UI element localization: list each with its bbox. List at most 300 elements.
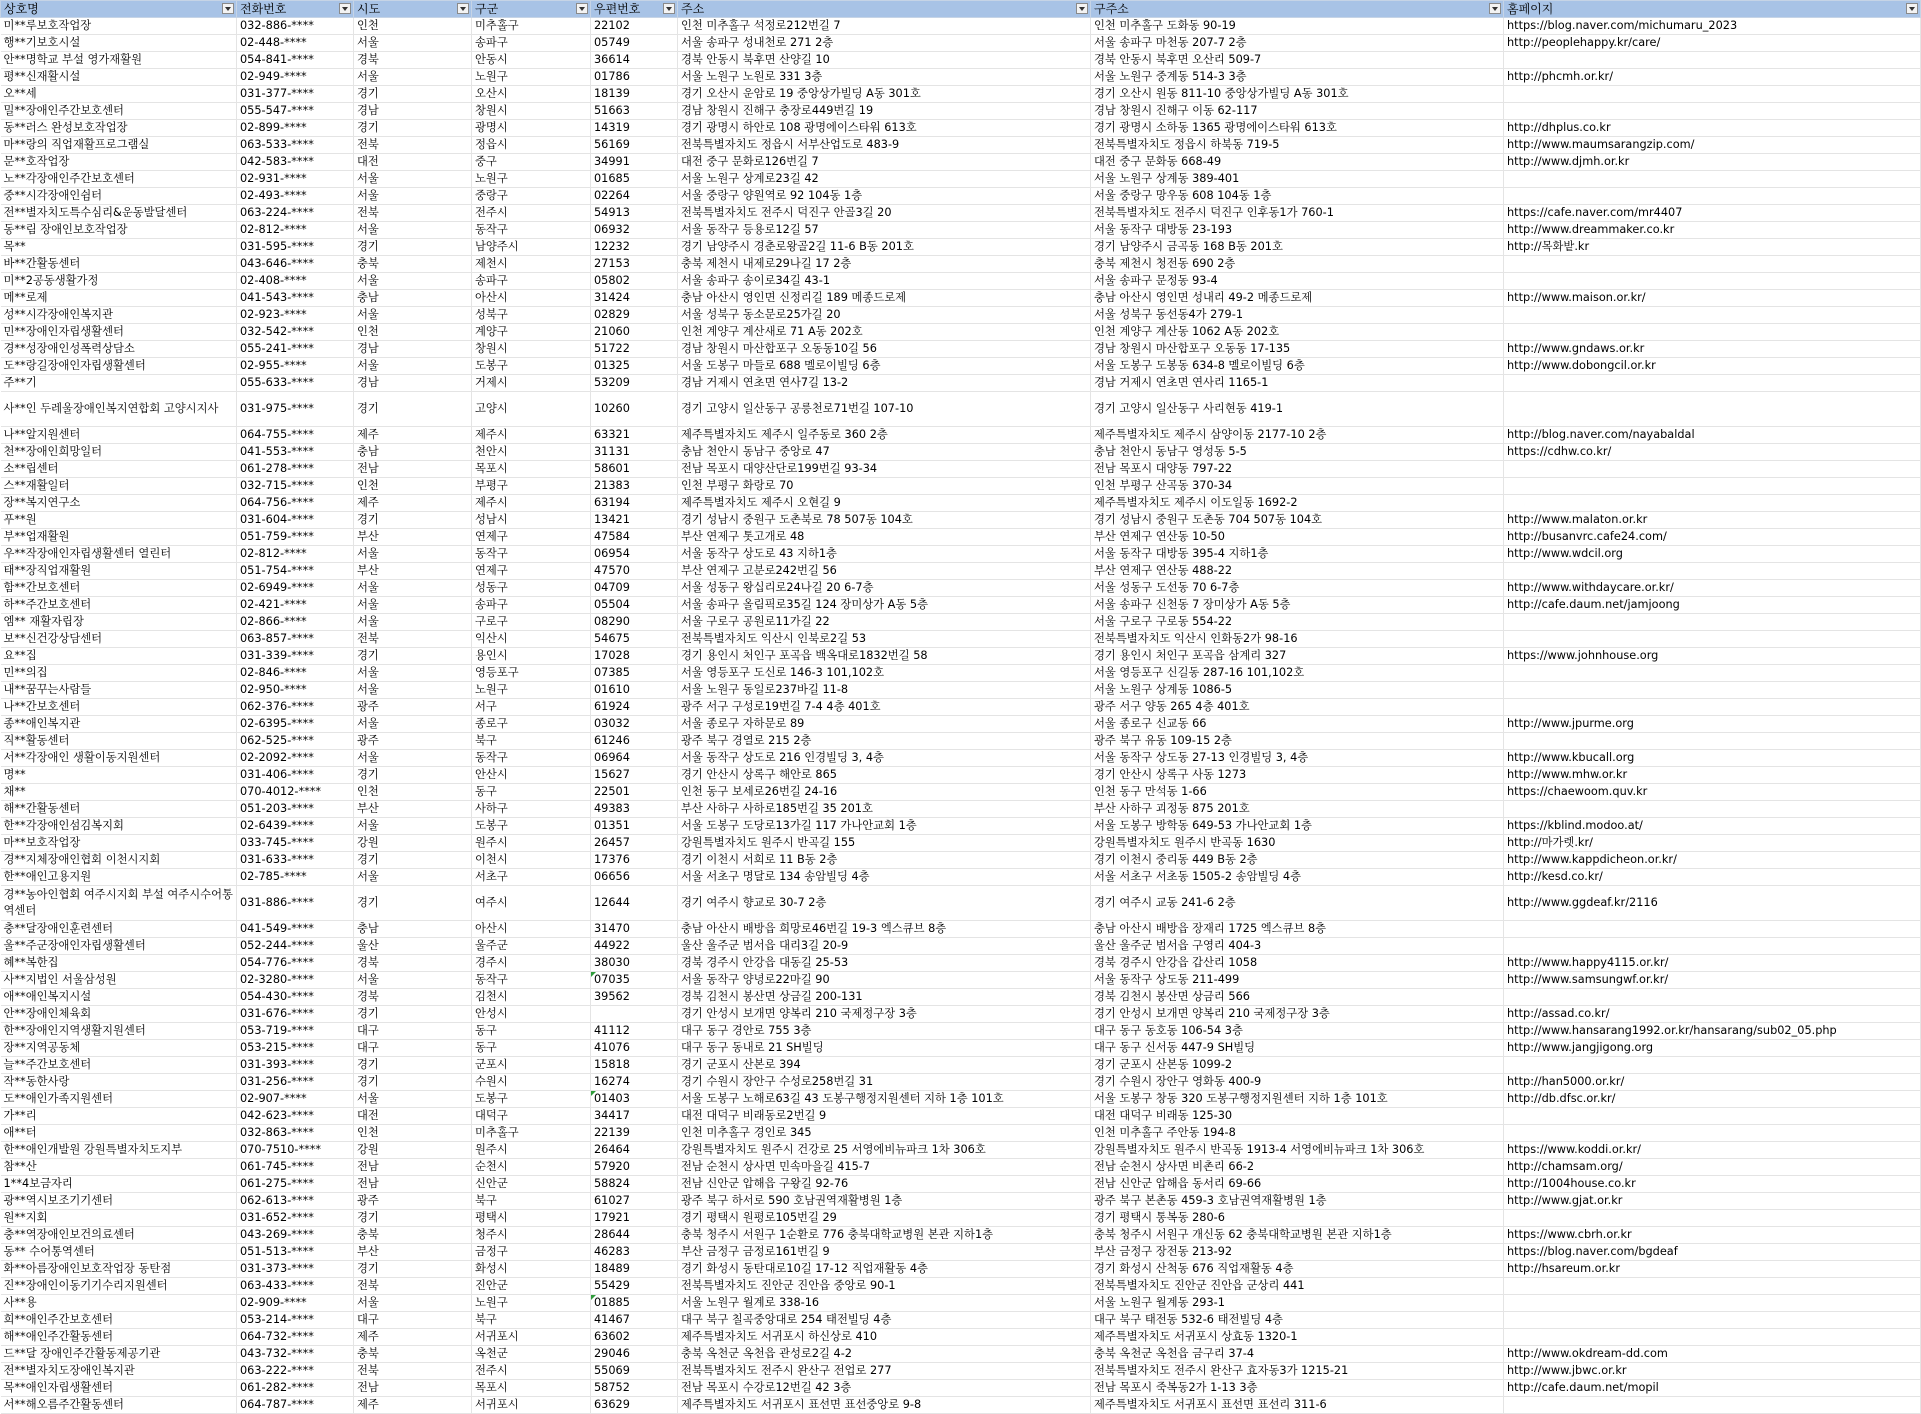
sido-cell[interactable]: 충남: [354, 444, 472, 461]
gugun-cell[interactable]: 노원구: [472, 69, 591, 86]
gugun-cell[interactable]: 미추홀구: [472, 1125, 591, 1142]
phone-cell[interactable]: 02-448-****: [237, 35, 354, 52]
phone-cell[interactable]: 02-899-****: [237, 120, 354, 137]
sido-cell[interactable]: 부산: [354, 529, 472, 546]
old-address-cell[interactable]: 부산 사하구 괴정동 875 201호: [1091, 801, 1504, 818]
phone-cell[interactable]: 051-754-****: [237, 563, 354, 580]
sido-cell[interactable]: 경기: [354, 392, 472, 427]
sido-cell[interactable]: 서울: [354, 307, 472, 324]
zip-cell[interactable]: 31424: [591, 290, 678, 307]
gugun-cell[interactable]: 연제구: [472, 529, 591, 546]
address-cell[interactable]: 경기 광명시 하안로 108 광명에이스타워 613호: [678, 120, 1091, 137]
sido-cell[interactable]: 경남: [354, 103, 472, 120]
sido-cell[interactable]: 전북: [354, 631, 472, 648]
gugun-cell[interactable]: 영등포구: [472, 665, 591, 682]
sido-cell[interactable]: 경남: [354, 375, 472, 392]
old-address-cell[interactable]: 서울 중랑구 망우동 608 104동 1층: [1091, 188, 1504, 205]
zip-cell[interactable]: 47584: [591, 529, 678, 546]
phone-cell[interactable]: 031-652-****: [237, 1210, 354, 1227]
column-header[interactable]: [472, 1, 591, 18]
name-cell[interactable]: 광**역시보조기기센터: [1, 1193, 237, 1210]
old-address-cell[interactable]: 경기 이천시 중리동 449 B동 2층: [1091, 852, 1504, 869]
old-address-cell[interactable]: 인천 계양구 계산동 1062 A동 202호: [1091, 324, 1504, 341]
name-cell[interactable]: 행**기보호시설: [1, 35, 237, 52]
name-cell[interactable]: 천**장애인희망일터: [1, 444, 237, 461]
old-address-cell[interactable]: 충남 아산시 영인면 성내리 49-2 메종드로제: [1091, 290, 1504, 307]
homepage-cell[interactable]: https://www.cbrh.or.kr: [1504, 1227, 1921, 1244]
address-cell[interactable]: 인천 계양구 계산새로 71 A동 202호: [678, 324, 1091, 341]
zip-cell[interactable]: 05504: [591, 597, 678, 614]
sido-cell[interactable]: 경북: [354, 955, 472, 972]
gugun-cell[interactable]: 서귀포시: [472, 1329, 591, 1346]
filter-dropdown-icon[interactable]: [1489, 3, 1501, 14]
phone-cell[interactable]: 032-886-****: [237, 18, 354, 35]
zip-cell[interactable]: 12644: [591, 886, 678, 921]
homepage-cell[interactable]: [1504, 1295, 1921, 1312]
gugun-cell[interactable]: 김천시: [472, 989, 591, 1006]
gugun-cell[interactable]: 동작구: [472, 972, 591, 989]
old-address-cell[interactable]: 서울 송파구 신천동 7 장미상가 A동 5층: [1091, 597, 1504, 614]
gugun-cell[interactable]: 목포시: [472, 1380, 591, 1397]
phone-cell[interactable]: 02-909-****: [237, 1295, 354, 1312]
old-address-cell[interactable]: 서울 구로구 구로동 554-22: [1091, 614, 1504, 631]
sido-cell[interactable]: 전북: [354, 137, 472, 154]
address-cell[interactable]: 서울 노원구 월계로 338-16: [678, 1295, 1091, 1312]
gugun-cell[interactable]: 서초구: [472, 869, 591, 886]
sido-cell[interactable]: 경기: [354, 1006, 472, 1023]
homepage-cell[interactable]: [1504, 989, 1921, 1006]
zip-cell[interactable]: 61924: [591, 699, 678, 716]
homepage-cell[interactable]: [1504, 1312, 1921, 1329]
homepage-cell[interactable]: http://www.djmh.or.kr: [1504, 154, 1921, 171]
homepage-cell[interactable]: http://www.gndaws.or.kr: [1504, 341, 1921, 358]
old-address-cell[interactable]: 대전 중구 문화동 668-49: [1091, 154, 1504, 171]
phone-cell[interactable]: 055-241-****: [237, 341, 354, 358]
phone-cell[interactable]: 053-719-****: [237, 1023, 354, 1040]
address-cell[interactable]: 전남 목포시 대양산단로199번길 93-34: [678, 461, 1091, 478]
homepage-cell[interactable]: https://kblind.modoo.at/: [1504, 818, 1921, 835]
homepage-cell[interactable]: http://hsareum.or.kr: [1504, 1261, 1921, 1278]
homepage-cell[interactable]: [1504, 375, 1921, 392]
column-header[interactable]: [237, 1, 354, 18]
zip-cell[interactable]: 18139: [591, 86, 678, 103]
name-cell[interactable]: 충**역장애인보건의료센터: [1, 1227, 237, 1244]
phone-cell[interactable]: 052-244-****: [237, 938, 354, 955]
zip-cell[interactable]: [591, 1006, 678, 1023]
zip-cell[interactable]: 41112: [591, 1023, 678, 1040]
old-address-cell[interactable]: 서울 송파구 문정동 93-4: [1091, 273, 1504, 290]
sido-cell[interactable]: 경기: [354, 239, 472, 256]
gugun-cell[interactable]: 용인시: [472, 648, 591, 665]
phone-cell[interactable]: 064-755-****: [237, 427, 354, 444]
gugun-cell[interactable]: 평택시: [472, 1210, 591, 1227]
homepage-cell[interactable]: http://www.maison.or.kr/: [1504, 290, 1921, 307]
address-cell[interactable]: 인천 동구 보세로26번길 24-16: [678, 784, 1091, 801]
address-cell[interactable]: 대구 동구 경안로 755 3층: [678, 1023, 1091, 1040]
phone-cell[interactable]: 041-549-****: [237, 921, 354, 938]
filter-dropdown-icon[interactable]: [1076, 3, 1088, 14]
address-cell[interactable]: 경기 안산시 상록구 해안로 865: [678, 767, 1091, 784]
name-cell[interactable]: 경**성장애인성폭력상담소: [1, 341, 237, 358]
gugun-cell[interactable]: 성북구: [472, 307, 591, 324]
phone-cell[interactable]: 064-756-****: [237, 495, 354, 512]
phone-cell[interactable]: 070-7510-****: [237, 1142, 354, 1159]
homepage-cell[interactable]: [1504, 614, 1921, 631]
homepage-cell[interactable]: [1504, 699, 1921, 716]
homepage-cell[interactable]: [1504, 86, 1921, 103]
address-cell[interactable]: 전북특별자치도 정읍시 서부산업도로 483-9: [678, 137, 1091, 154]
old-address-cell[interactable]: 인천 부평구 산곡동 370-34: [1091, 478, 1504, 495]
sido-cell[interactable]: 경기: [354, 86, 472, 103]
gugun-cell[interactable]: 성동구: [472, 580, 591, 597]
phone-cell[interactable]: 055-633-****: [237, 375, 354, 392]
homepage-cell[interactable]: http://db.dfsc.or.kr/: [1504, 1091, 1921, 1108]
phone-cell[interactable]: 031-975-****: [237, 392, 354, 427]
name-cell[interactable]: 중**시각장애인쉼터: [1, 188, 237, 205]
gugun-cell[interactable]: 제천시: [472, 256, 591, 273]
zip-cell[interactable]: 55069: [591, 1363, 678, 1380]
sido-cell[interactable]: 강원: [354, 1142, 472, 1159]
address-cell[interactable]: 경남 창원시 마산합포구 오동동10길 56: [678, 341, 1091, 358]
address-cell[interactable]: 부산 연제구 톳고개로 48: [678, 529, 1091, 546]
sido-cell[interactable]: 광주: [354, 699, 472, 716]
name-cell[interactable]: 푸**원: [1, 512, 237, 529]
old-address-cell[interactable]: 제주특별자치도 서귀포시 표선면 표선리 311-6: [1091, 1397, 1504, 1414]
phone-cell[interactable]: 02-421-****: [237, 597, 354, 614]
sido-cell[interactable]: 충남: [354, 921, 472, 938]
sido-cell[interactable]: 서울: [354, 869, 472, 886]
old-address-cell[interactable]: 경기 화성시 산척동 676 직업재활동 4층: [1091, 1261, 1504, 1278]
gugun-cell[interactable]: 서귀포시: [472, 1397, 591, 1414]
address-cell[interactable]: 경기 안성시 보개면 양복리 210 국제정구장 3층: [678, 1006, 1091, 1023]
column-header[interactable]: [1091, 1, 1504, 18]
sido-cell[interactable]: 서울: [354, 188, 472, 205]
sido-cell[interactable]: 서울: [354, 716, 472, 733]
old-address-cell[interactable]: 충북 옥천군 옥천읍 금구리 37-4: [1091, 1346, 1504, 1363]
homepage-cell[interactable]: [1504, 392, 1921, 427]
address-cell[interactable]: 전북특별자치도 전주시 덕진구 안골3길 20: [678, 205, 1091, 222]
name-cell[interactable]: 평**신재활시설: [1, 69, 237, 86]
sido-cell[interactable]: 광주: [354, 733, 472, 750]
homepage-cell[interactable]: [1504, 188, 1921, 205]
old-address-cell[interactable]: 전남 목포시 죽복동2가 1-13 3층: [1091, 1380, 1504, 1397]
homepage-cell[interactable]: https://blog.naver.com/michumaru_2023: [1504, 18, 1921, 35]
name-cell[interactable]: 스**재활일터: [1, 478, 237, 495]
old-address-cell[interactable]: 광주 북구 유동 109-15 2층: [1091, 733, 1504, 750]
name-cell[interactable]: 주**기: [1, 375, 237, 392]
homepage-cell[interactable]: http://www.malaton.or.kr: [1504, 512, 1921, 529]
address-cell[interactable]: 제주특별자치도 서귀포시 표선면 표선중앙로 9-8: [678, 1397, 1091, 1414]
homepage-cell[interactable]: [1504, 256, 1921, 273]
sido-cell[interactable]: 전남: [354, 1159, 472, 1176]
zip-cell[interactable]: 10260: [591, 392, 678, 427]
gugun-cell[interactable]: 사하구: [472, 801, 591, 818]
sido-cell[interactable]: 전북: [354, 1363, 472, 1380]
homepage-cell[interactable]: [1504, 273, 1921, 290]
sido-cell[interactable]: 충북: [354, 1227, 472, 1244]
phone-cell[interactable]: 031-339-****: [237, 648, 354, 665]
old-address-cell[interactable]: 경기 용인시 처인구 포곡읍 삼계리 327: [1091, 648, 1504, 665]
homepage-cell[interactable]: http://www.kbucall.org: [1504, 750, 1921, 767]
address-cell[interactable]: 울산 울주군 범서읍 대리3길 20-9: [678, 938, 1091, 955]
homepage-cell[interactable]: [1504, 103, 1921, 120]
phone-cell[interactable]: 041-543-****: [237, 290, 354, 307]
phone-cell[interactable]: 062-525-****: [237, 733, 354, 750]
old-address-cell[interactable]: 경남 창원시 마산합포구 오동동 17-135: [1091, 341, 1504, 358]
sido-cell[interactable]: 서울: [354, 222, 472, 239]
address-cell[interactable]: 강원특별자치도 원주시 건강로 25 서영에비뉴파크 1차 306호: [678, 1142, 1091, 1159]
address-cell[interactable]: 충북 청주시 서원구 1순환로 776 충북대학교병원 본관 지하1층: [678, 1227, 1091, 1244]
zip-cell[interactable]: 01351: [591, 818, 678, 835]
homepage-cell[interactable]: http://assad.co.kr/: [1504, 1006, 1921, 1023]
address-cell[interactable]: 경북 경주시 안강읍 대동길 25-53: [678, 955, 1091, 972]
zip-cell[interactable]: 21383: [591, 478, 678, 495]
homepage-cell[interactable]: http://chamsam.org/: [1504, 1159, 1921, 1176]
zip-cell[interactable]: 47570: [591, 563, 678, 580]
old-address-cell[interactable]: 경북 안동시 북후면 오산리 509-7: [1091, 52, 1504, 69]
gugun-cell[interactable]: 동작구: [472, 222, 591, 239]
zip-cell[interactable]: 14319: [591, 120, 678, 137]
zip-cell[interactable]: 63602: [591, 1329, 678, 1346]
phone-cell[interactable]: 031-886-****: [237, 886, 354, 921]
sido-cell[interactable]: 서울: [354, 69, 472, 86]
phone-cell[interactable]: 02-785-****: [237, 869, 354, 886]
filter-dropdown-icon[interactable]: [339, 3, 351, 14]
gugun-cell[interactable]: 연제구: [472, 563, 591, 580]
phone-cell[interactable]: 055-547-****: [237, 103, 354, 120]
address-cell[interactable]: 경기 이천시 서희로 11 B동 2층: [678, 852, 1091, 869]
gugun-cell[interactable]: 이천시: [472, 852, 591, 869]
gugun-cell[interactable]: 안성시: [472, 1006, 591, 1023]
sido-cell[interactable]: 대구: [354, 1312, 472, 1329]
sido-cell[interactable]: 대구: [354, 1023, 472, 1040]
old-address-cell[interactable]: 경남 창원시 진해구 이동 62-117: [1091, 103, 1504, 120]
phone-cell[interactable]: 063-533-****: [237, 137, 354, 154]
old-address-cell[interactable]: 서울 송파구 마천동 207-7 2층: [1091, 35, 1504, 52]
name-cell[interactable]: 혜**복한집: [1, 955, 237, 972]
address-cell[interactable]: 전남 순천시 상사면 민속마을길 415-7: [678, 1159, 1091, 1176]
phone-cell[interactable]: 061-278-****: [237, 461, 354, 478]
gugun-cell[interactable]: 신안군: [472, 1176, 591, 1193]
gugun-cell[interactable]: 고양시: [472, 392, 591, 427]
zip-cell[interactable]: 16274: [591, 1074, 678, 1091]
sido-cell[interactable]: 경기: [354, 852, 472, 869]
old-address-cell[interactable]: 경기 성남시 중원구 도촌동 704 507동 104호: [1091, 512, 1504, 529]
phone-cell[interactable]: 02-3280-****: [237, 972, 354, 989]
sido-cell[interactable]: 서울: [354, 750, 472, 767]
phone-cell[interactable]: 02-2092-****: [237, 750, 354, 767]
old-address-cell[interactable]: 전남 신안군 압해읍 동서리 69-66: [1091, 1176, 1504, 1193]
zip-cell[interactable]: 17376: [591, 852, 678, 869]
old-address-cell[interactable]: 서울 성북구 동선동4가 279-1: [1091, 307, 1504, 324]
address-cell[interactable]: 경남 거제시 연초면 연사7길 13-2: [678, 375, 1091, 392]
zip-cell[interactable]: 46283: [591, 1244, 678, 1261]
sido-cell[interactable]: 대구: [354, 1040, 472, 1057]
phone-cell[interactable]: 061-745-****: [237, 1159, 354, 1176]
sido-cell[interactable]: 경기: [354, 1074, 472, 1091]
sido-cell[interactable]: 서울: [354, 972, 472, 989]
name-cell[interactable]: 동** 수어통역센터: [1, 1244, 237, 1261]
old-address-cell[interactable]: 경기 여주시 교동 241-6 2층: [1091, 886, 1504, 921]
gugun-cell[interactable]: 계양구: [472, 324, 591, 341]
old-address-cell[interactable]: 충북 청주시 서원구 개신동 62 충북대학교병원 본관 지하1층: [1091, 1227, 1504, 1244]
zip-cell[interactable]: 28644: [591, 1227, 678, 1244]
homepage-cell[interactable]: http://1004house.co.kr: [1504, 1176, 1921, 1193]
name-cell[interactable]: 안**명학교 부설 영가재활원: [1, 52, 237, 69]
homepage-cell[interactable]: http://www.hansarang1992.or.kr/hansarang/sub02_05.php: [1504, 1023, 1921, 1040]
address-cell[interactable]: 경북 안동시 북후면 산양길 10: [678, 52, 1091, 69]
homepage-cell[interactable]: https://www.koddi.or.kr/: [1504, 1142, 1921, 1159]
zip-cell[interactable]: 05749: [591, 35, 678, 52]
phone-cell[interactable]: 051-513-****: [237, 1244, 354, 1261]
old-address-cell[interactable]: 인천 미추홀구 도화동 90-19: [1091, 18, 1504, 35]
address-cell[interactable]: 서울 종로구 자하문로 89: [678, 716, 1091, 733]
address-cell[interactable]: 전남 신안군 압해읍 구왕길 92-76: [678, 1176, 1091, 1193]
gugun-cell[interactable]: 원주시: [472, 835, 591, 852]
gugun-cell[interactable]: 군포시: [472, 1057, 591, 1074]
sido-cell[interactable]: 서울: [354, 1295, 472, 1312]
sido-cell[interactable]: 경기: [354, 886, 472, 921]
address-cell[interactable]: 전북특별자치도 전주시 완산구 전업로 277: [678, 1363, 1091, 1380]
address-cell[interactable]: 경기 남양주시 경춘로왕골2길 11-6 B동 201호: [678, 239, 1091, 256]
gugun-cell[interactable]: 순천시: [472, 1159, 591, 1176]
old-address-cell[interactable]: 제주특별자치도 서귀포시 상효동 1320-1: [1091, 1329, 1504, 1346]
sido-cell[interactable]: 서울: [354, 273, 472, 290]
zip-cell[interactable]: 06954: [591, 546, 678, 563]
sido-cell[interactable]: 제주: [354, 1329, 472, 1346]
name-cell[interactable]: 작**동한사랑: [1, 1074, 237, 1091]
zip-cell[interactable]: 21060: [591, 324, 678, 341]
homepage-cell[interactable]: [1504, 1057, 1921, 1074]
name-cell[interactable]: 우**작장애인자립생활센터 열린터: [1, 546, 237, 563]
gugun-cell[interactable]: 성남시: [472, 512, 591, 529]
phone-cell[interactable]: 043-646-****: [237, 256, 354, 273]
phone-cell[interactable]: 02-812-****: [237, 222, 354, 239]
column-header[interactable]: [678, 1, 1091, 18]
zip-cell[interactable]: 54675: [591, 631, 678, 648]
sido-cell[interactable]: 경기: [354, 1057, 472, 1074]
gugun-cell[interactable]: 광명시: [472, 120, 591, 137]
sido-cell[interactable]: 대전: [354, 154, 472, 171]
zip-cell[interactable]: 26464: [591, 1142, 678, 1159]
phone-cell[interactable]: 032-715-****: [237, 478, 354, 495]
phone-cell[interactable]: 02-949-****: [237, 69, 354, 86]
homepage-cell[interactable]: http://www.jangjigong.org: [1504, 1040, 1921, 1057]
zip-cell[interactable]: 58601: [591, 461, 678, 478]
address-cell[interactable]: 광주 북구 하서로 590 호남권역재활병원 1층: [678, 1193, 1091, 1210]
sido-cell[interactable]: 경남: [354, 341, 472, 358]
old-address-cell[interactable]: 강원특별자치도 원주시 반곡동 1913-4 서영에비뉴파크 1차 306호: [1091, 1142, 1504, 1159]
sido-cell[interactable]: 서울: [354, 1091, 472, 1108]
gugun-cell[interactable]: 울주군: [472, 938, 591, 955]
old-address-cell[interactable]: 서울 도봉구 방학동 649-53 가나안교회 1층: [1091, 818, 1504, 835]
old-address-cell[interactable]: 서울 도봉구 도봉동 634-8 멜로이빌딩 6층: [1091, 358, 1504, 375]
old-address-cell[interactable]: 경기 고양시 일산동구 사리현동 419-1: [1091, 392, 1504, 427]
filter-dropdown-icon[interactable]: [663, 3, 675, 14]
sido-cell[interactable]: 서울: [354, 665, 472, 682]
old-address-cell[interactable]: 서울 동작구 대방동 395-4 지하1층: [1091, 546, 1504, 563]
phone-cell[interactable]: 061-282-****: [237, 1380, 354, 1397]
gugun-cell[interactable]: 동구: [472, 1040, 591, 1057]
phone-cell[interactable]: 054-430-****: [237, 989, 354, 1006]
name-cell[interactable]: 경**농아인협회 여주시지회 부설 여주시수어통역센터: [1, 886, 237, 921]
homepage-cell[interactable]: http://www.jpurme.org: [1504, 716, 1921, 733]
old-address-cell[interactable]: 경기 군포시 산본동 1099-2: [1091, 1057, 1504, 1074]
gugun-cell[interactable]: 대덕구: [472, 1108, 591, 1125]
homepage-cell[interactable]: [1504, 1108, 1921, 1125]
old-address-cell[interactable]: 대구 동구 신서동 447-9 SH빌딩: [1091, 1040, 1504, 1057]
address-cell[interactable]: 경기 오산시 운암로 19 중앙상가빌딩 A동 301호: [678, 86, 1091, 103]
phone-cell[interactable]: 031-604-****: [237, 512, 354, 529]
column-header[interactable]: [591, 1, 678, 18]
filter-dropdown-icon[interactable]: [576, 3, 588, 14]
zip-cell[interactable]: 57920: [591, 1159, 678, 1176]
name-cell[interactable]: 소**립센터: [1, 461, 237, 478]
zip-cell[interactable]: 02264: [591, 188, 678, 205]
homepage-cell[interactable]: http://www.happy4115.or.kr/: [1504, 955, 1921, 972]
gugun-cell[interactable]: 제주시: [472, 427, 591, 444]
zip-cell[interactable]: 39562: [591, 989, 678, 1006]
homepage-cell[interactable]: http://www.okdream-dd.com: [1504, 1346, 1921, 1363]
gugun-cell[interactable]: 노원구: [472, 682, 591, 699]
name-cell[interactable]: 함**간보호센터: [1, 580, 237, 597]
address-cell[interactable]: 경기 성남시 중원구 도촌북로 78 507동 104호: [678, 512, 1091, 529]
sido-cell[interactable]: 경북: [354, 989, 472, 1006]
gugun-cell[interactable]: 경주시: [472, 955, 591, 972]
address-cell[interactable]: 서울 도봉구 마들로 688 멜로이빌딩 6층: [678, 358, 1091, 375]
gugun-cell[interactable]: 아산시: [472, 290, 591, 307]
gugun-cell[interactable]: 금정구: [472, 1244, 591, 1261]
gugun-cell[interactable]: 종로구: [472, 716, 591, 733]
name-cell[interactable]: 참**산: [1, 1159, 237, 1176]
address-cell[interactable]: 서울 성동구 왕십리로24나길 20 6-7층: [678, 580, 1091, 597]
homepage-cell[interactable]: http://phcmh.or.kr/: [1504, 69, 1921, 86]
name-cell[interactable]: 바**간활동센터: [1, 256, 237, 273]
name-cell[interactable]: 한**애인개발원 강원특별자치도지부: [1, 1142, 237, 1159]
zip-cell[interactable]: 08290: [591, 614, 678, 631]
sido-cell[interactable]: 인천: [354, 784, 472, 801]
name-cell[interactable]: 서**해오름주간활동센터: [1, 1397, 237, 1414]
name-cell[interactable]: 전**별자치도특수심리&운동발달센터: [1, 205, 237, 222]
gugun-cell[interactable]: 북구: [472, 733, 591, 750]
address-cell[interactable]: 강원특별자치도 원주시 반곡길 155: [678, 835, 1091, 852]
zip-cell[interactable]: 63321: [591, 427, 678, 444]
sido-cell[interactable]: 경기: [354, 1261, 472, 1278]
name-cell[interactable]: 메**로제: [1, 290, 237, 307]
sido-cell[interactable]: 제주: [354, 495, 472, 512]
address-cell[interactable]: 서울 노원구 노원로 331 3층: [678, 69, 1091, 86]
name-cell[interactable]: 해**간활동센터: [1, 801, 237, 818]
zip-cell[interactable]: 15627: [591, 767, 678, 784]
phone-cell[interactable]: 062-376-****: [237, 699, 354, 716]
old-address-cell[interactable]: 서울 노원구 상계동 389-401: [1091, 171, 1504, 188]
address-cell[interactable]: 서울 동작구 양녕로22마길 90: [678, 972, 1091, 989]
homepage-cell[interactable]: [1504, 461, 1921, 478]
old-address-cell[interactable]: 강원특별자치도 원주시 반곡동 1630: [1091, 835, 1504, 852]
homepage-cell[interactable]: http://dhplus.co.kr: [1504, 120, 1921, 137]
phone-cell[interactable]: 064-787-****: [237, 1397, 354, 1414]
phone-cell[interactable]: 02-6949-****: [237, 580, 354, 597]
homepage-cell[interactable]: [1504, 921, 1921, 938]
address-cell[interactable]: 경기 여주시 향교로 30-7 2층: [678, 886, 1091, 921]
zip-cell[interactable]: 56169: [591, 137, 678, 154]
sido-cell[interactable]: 경기: [354, 120, 472, 137]
zip-cell[interactable]: 31131: [591, 444, 678, 461]
old-address-cell[interactable]: 전남 목포시 대양동 797-22: [1091, 461, 1504, 478]
homepage-cell[interactable]: [1504, 495, 1921, 512]
sido-cell[interactable]: 서울: [354, 546, 472, 563]
gugun-cell[interactable]: 북구: [472, 1312, 591, 1329]
